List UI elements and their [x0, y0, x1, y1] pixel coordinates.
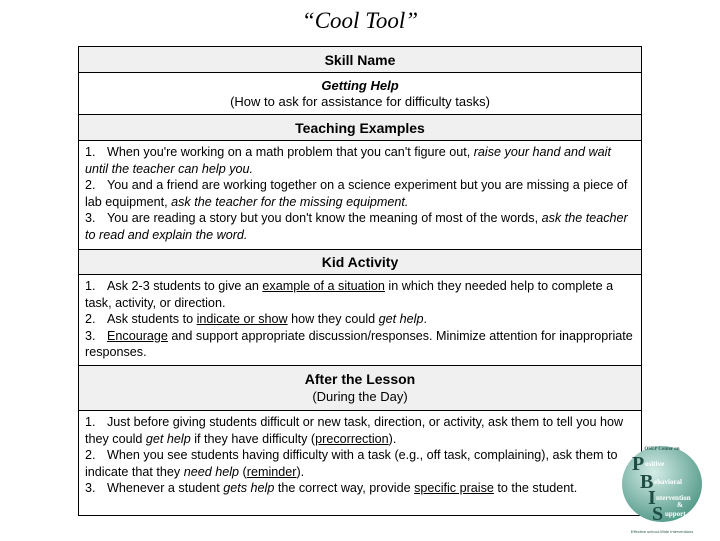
after-lesson-item: 3. Whenever a student gets help the correct way, provide specific praise to the student.	[85, 481, 578, 496]
teaching-examples-body	[79, 141, 641, 250]
skill-name: Getting Help	[321, 78, 399, 93]
after-lesson-item: 1. Just before giving students difficult or new task, direction, or activity, ask them to tell you how they could get help if they have difficulty (precorrection).	[85, 415, 624, 446]
after-lesson-header-label: After the Lesson	[304, 371, 416, 387]
kid-activity-header	[79, 250, 641, 275]
after-lesson-header	[79, 366, 641, 411]
teaching-example-item: 3. You are reading a story but you don't know the meaning of most of the words, ask the teacher to read and explain the word.	[85, 211, 628, 242]
page-title: “Cool Tool”	[301, 8, 419, 33]
teaching-examples-header-label: Teaching Examples	[295, 120, 425, 136]
svg-text:ehavioral: ehavioral	[654, 478, 682, 486]
skill-name-header	[79, 47, 641, 73]
svg-text:&: &	[677, 501, 683, 509]
svg-text:ositive: ositive	[645, 460, 665, 468]
skill-description: (How to ask for assistance for difficulty tasks)	[230, 94, 490, 109]
kid-activity-item: 2. Ask students to indicate or show how they could get help.	[85, 312, 427, 327]
svg-text:B: B	[640, 471, 654, 493]
kid-activity-body	[79, 275, 641, 366]
after-lesson-item: 2. When you see students having difficulty with a task (e.g., off task, complaining), ask them to indicate that they need help (reminder).	[85, 448, 618, 479]
svg-text:OSEP Center on: OSEP Center on	[644, 447, 680, 452]
skill-name-cell	[79, 73, 641, 115]
after-lesson-body	[79, 411, 641, 515]
kid-activity-item: 1. Ask 2-3 students to give an example of a situation in which they needed help to complete a task, activity, or direction.	[85, 279, 614, 310]
teaching-example-item: 1. When you're working on a math problem that you can't figure out, raise your hand and wait until the teacher can help you.	[85, 145, 611, 176]
svg-text:ntervention: ntervention	[656, 494, 691, 502]
kid-activity-header-label: Kid Activity	[321, 254, 399, 270]
cool-tool-table	[78, 46, 645, 516]
teaching-example-item: 2. You and a friend are working together on a science experiment but you are missing a piece of lab equipment, ask the teacher for the missing equipment.	[85, 178, 628, 209]
svg-text:Effective school-Wide Interven: Effective school-Wide Interventions	[630, 529, 694, 534]
teaching-examples-header	[79, 115, 641, 141]
svg-text:upport: upport	[665, 510, 686, 518]
after-lesson-subheader: (During the Day)	[312, 389, 408, 404]
skill-name-header-label: Skill Name	[324, 52, 396, 68]
svg-text:P: P	[632, 453, 645, 475]
svg-text:I: I	[648, 487, 656, 509]
pbis-logo	[612, 436, 712, 536]
svg-text:S: S	[652, 503, 664, 525]
kid-activity-item: 3. Encourage and support appropriate discussion/responses. Minimize attention for inappropriate responses.	[85, 328, 633, 360]
pbis-logo-icon	[612, 436, 712, 536]
